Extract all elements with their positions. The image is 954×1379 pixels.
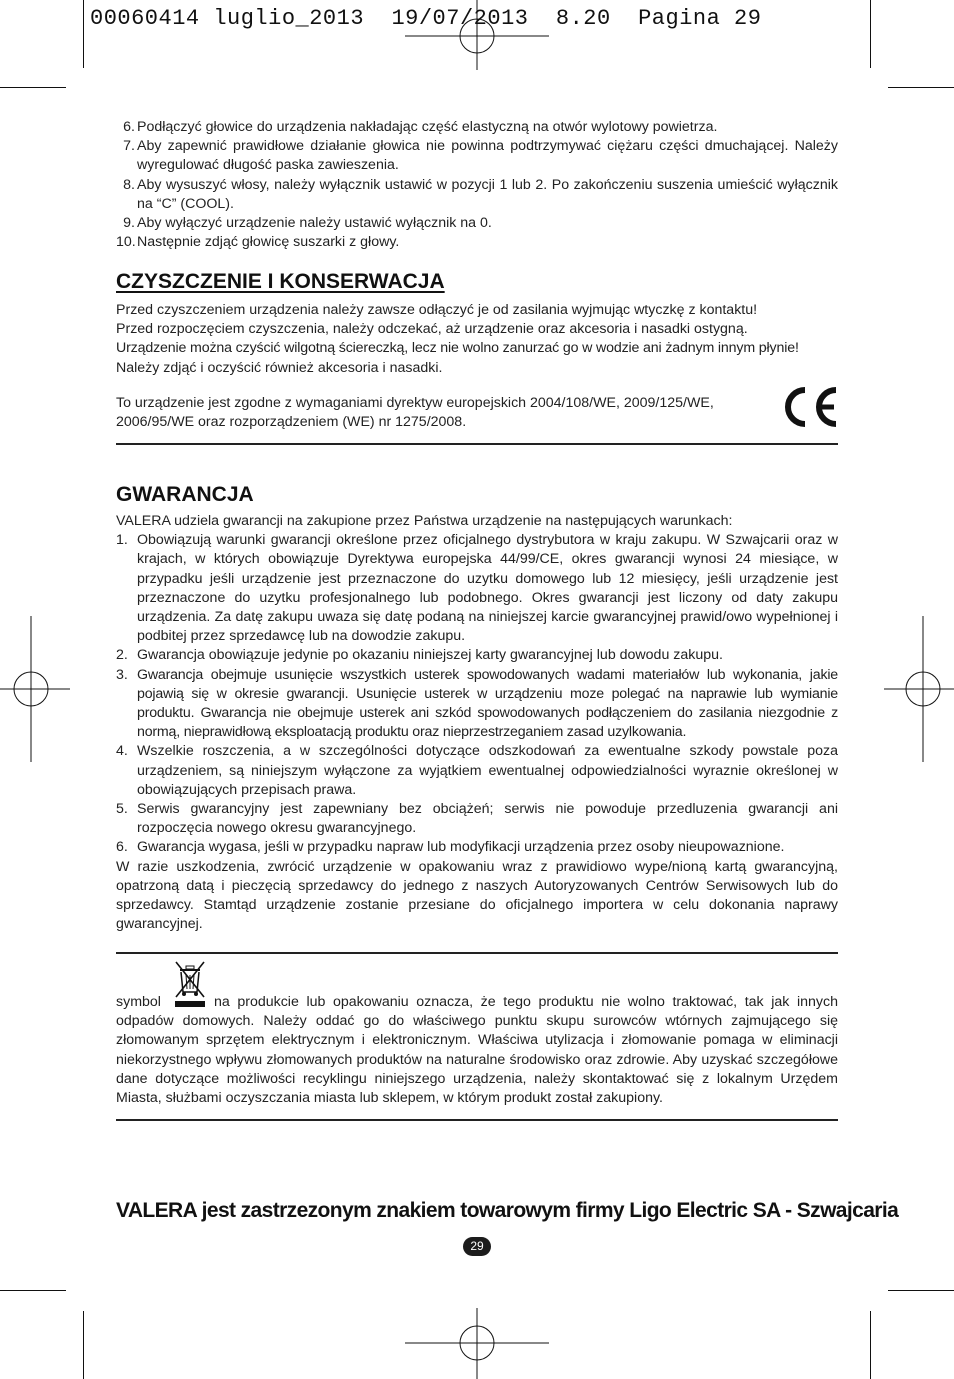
cleaning-line: Przed czyszczeniem urządzenia należy zawsze odłączyć je od zasilania wyjmując wtyczkę z kontaktu!: [116, 302, 758, 318]
section-divider: [116, 443, 838, 445]
warranty-heading: GWARANCJA: [116, 483, 254, 506]
crop-mark-top-left-h: [0, 87, 66, 88]
list-item: 3. Gwarancja obejmuje usunięcie wszystkich usterek spowodowanych wadami materiałów lub wykonania, jakie pojawią się w okresie gwarancji. Usunięcie usterek w urządzeniu moze polegać na naprawie lub wymianie produktu. Gwarancja nie obejmuje usterek ani szkód spowodowanych podłączeniem do zasilania niezgodnie z normą, nieprawidłową eksploatacją produktu oraz nieprzestrzeganiem zasad uzylkowania.: [116, 666, 838, 741]
weee-body: na produkcie lub opakowaniu oznacza, że tego produktu nie wolno traktować, tak jak innych odpadów domowych. Należy oddać go do właściwego punktu skupu surowców wtórnych zajmującego się złomowanym sprzętem elektrycznym i elektronicznym. Właściwa utylizacja i złomowanie pomaga w eliminacji niekorzystnego wpływu złomowanych produktów na naturalne środowisko oraz zdrowie. Aby uzyskać szczegółowe dane dotyczące możliwości recyklingu niniejszego urządzenia, należy skontaktować się z lokalnym Urzędem Miasta, służbami oczyszczania miasta lub sklepem, w którym produkt został zakupiony.: [116, 994, 838, 1107]
list-item: 10. Następnie zdjąć głowicę suszarki z głowy.: [116, 234, 400, 251]
print-slug: 00060414 luglio_2013 19/07/2013 8.20 Pagina 29: [90, 6, 762, 31]
list-item: 9. Aby wyłączyć urządzenie należy ustawić wyłącznik na 0.: [123, 215, 492, 232]
weee-section: [116, 993, 838, 1108]
page-number-badge: 29: [463, 1237, 491, 1256]
cleaning-section: [116, 270, 838, 378]
list-item: 5. Serwis gwarancyjny jest zapewniany bez obciążeń; serwis nie powoduje przedluzenia gwarancji ani rozpoczęcia nowego okresu gwarancyjnego.: [116, 801, 838, 837]
warranty-item-text: Serwis gwarancyjny jest zapewniany bez obciążeń; serwis nie powoduje przedluzenia gwarancji ani rozpoczęcia nowego okresu gwarancyjnego.: [137, 801, 838, 837]
list-item: 2. Gwarancja obowiązuje jedynie po okazaniu niniejszej karty gwarancyjnej lub dowodu zakupu.: [116, 647, 723, 664]
weee-text: [116, 993, 838, 1108]
usage-steps-list: [116, 118, 838, 252]
cleaning-heading: CZYSZCZENIE I KONSERWACJA: [116, 270, 445, 293]
warranty-item-text: Obowiązują warunki gwarancji określone przez oficjalnego dystrybutora w kraju zakupu. W Szwajcarii oraz w krajach, w których obowiązuje Dyrektywa europejska 44/99/CE, okres gwarancji wynosi 24 miesiące, w przypadku jeśli urządzenie jest przeznaczone do uzytku domowego lub 12 miesięcy, jeśli urządzenie jest przeznaczone do uzytku profesjonalnego lub podobnego. Okres gwarancji jest liczony od daty zakupu urządzenia. Za datę zakupu uwaza się datę podaną na niniejszej karcie gwarancyjnej prawid/owo wypełnionej i podbitej przez sprzedawcę lub na dowodzie zakupu.: [137, 532, 838, 645]
cleaning-line: Przed rozpoczęciem czyszczenia, należy odczekać, aż urządzenie oraz akcesoria i nasadki ostygną.: [116, 321, 748, 338]
section-divider: [116, 952, 838, 954]
crop-mark-bottom-left-v: [83, 1311, 84, 1379]
compliance-text: To urządzenie jest zgodne z wymaganiami dyrektyw europejskich 2004/108/WE, 2009/125/WE, 2006/95/WE oraz rozporządzeniem (WE) nr 1275/2008.: [116, 395, 714, 431]
crop-mark-top-left-v: [83, 0, 84, 68]
crop-mark-bottom-right-h: [888, 1290, 954, 1291]
registration-mark-right-icon: [884, 616, 954, 762]
warranty-intro: VALERA udziela gwarancji na zakupione przez Państwa urządzenie na następujących warunkach:: [116, 513, 733, 529]
list-item: 7. Aby zapewnić prawidłowe działanie głowica nie powinna podtrzymywać ciężaru części dmuchającej. Należy wyregulować długość paska zawieszenia.: [123, 138, 838, 174]
compliance-block: [116, 394, 838, 432]
warranty-list: [116, 531, 838, 857]
list-item: 4. Wszelkie roszczenia, a w szczególności dotyczące odszkodowań za ewentualne szkody powstale poza urządzeniem, są niniejszym wyłączone za wyjątkiem ewentualnej odpowiedzialności wyraznie określonej w obowiązujących przepisach prawa.: [116, 743, 838, 798]
step-text: Aby zapewnić prawidłowe działanie głowica nie powinna podtrzymywać ciężaru części dmuchającej. Należy wyregulować długość paska zawieszenia.: [137, 138, 838, 174]
crop-mark-bottom-right-v: [870, 1311, 871, 1379]
registration-mark-bottom-icon: [405, 1308, 549, 1379]
crop-mark-bottom-left-h: [0, 1290, 66, 1291]
warranty-item-text: Gwarancja obejmuje usunięcie wszystkich usterek spowodowanych wadami materiałów lub wykonania, jakie pojawią się w okresie gwarancji. Usunięcie usterek w urządzeniu moze polegać na naprawie lub wymianie produktu. Gwarancja nie obejmuje usterek ani szkód spowodowanych podłączeniem do zasilania niezgodnie z normą, nieprawidłową eksploatacją produktu oraz nieprzestrzeganiem zasad uzylkowania.: [137, 666, 838, 741]
section-divider: [116, 1119, 838, 1121]
list-item: 8. Aby wysuszyć włosy, należy wyłącznik ustawić w pozycji 1 lub 2. Po zakończeniu suszenia umieścić wyłącznik na “C” (COOL).: [123, 176, 838, 212]
step-text: Aby wyłączyć urządzenie należy ustawić wyłącznik na 0.: [137, 215, 492, 232]
step-text: Aby wysuszyć włosy, należy wyłącznik ustawić w pozycji 1 lub 2. Po zakończeniu suszenia umieścić wyłącznik na “C” (COOL).: [137, 176, 838, 212]
list-item: 6. Gwarancja wygasa, jeśli w przypadku napraw lub modyfikacji urządzenia przez osoby nieupowaznione.: [116, 839, 785, 856]
registration-mark-left-icon: [0, 616, 70, 762]
cleaning-line: Należy zdjąć i oczyścić również akcesoria i nasadki.: [116, 359, 443, 376]
step-text: Następnie zdjąć głowicę suszarki z głowy.: [137, 234, 400, 251]
crop-mark-top-right-h: [888, 87, 954, 88]
list-item: 1. Obowiązują warunki gwarancji określone przez oficjalnego dystrybutora w kraju zakupu. W Szwajcarii oraz w krajach, w których obowiązuje Dyrektywa europejska 44/99/CE, okres gwarancji wynosi 24 miesiące, w przypadku jeśli urządzenie jest przeznaczone do uzytku domowego lub 12 miesięcy, jeśli urządzenie jest przeznaczone do uzytku profesjonalnego lub podobnego. Okres gwarancji jest liczony od daty zakupu urządzenia. Za datę zakupu uwaza się datę podaną na niniejszej karcie gwarancyjnej prawid/owo wypełnionej i podbitej przez sprzedawcę lub na dowodzie zakupu.: [116, 532, 838, 645]
cleaning-line: Urządzenie można czyścić wilgotną ściereczką, lecz nie wolno zanurzać go w wodzie ani żadnym innym płynie!: [116, 340, 799, 357]
brand-trademark-line: VALERA jest zastrzezonym znakiem towarowym firmy Ligo Electric SA - Szwajcaria: [116, 1199, 899, 1222]
registration-mark-top-icon: [405, 0, 549, 70]
weee-lead: symbol: [116, 994, 161, 1010]
step-text: Podłączyć głowice do urządzenia nakładając część elastyczną na otwór wylotowy powietrza.: [137, 119, 718, 135]
warranty-section: [116, 483, 838, 934]
crop-mark-top-right-v: [870, 0, 871, 68]
warranty-item-text: Gwarancja obowiązuje jedynie po okazaniu niniejszej karty gwarancyjnej lub dowodu zakupu.: [137, 647, 723, 664]
warranty-item-text: Wszelkie roszczenia, a w szczególności dotyczące odszkodowań za ewentualne szkody powstale poza urządzeniem, są niniejszym wyłączone za wyjątkiem ewentualnej odpowiedzialności wyraznie określonej w obowiązujących przepisach prawa.: [137, 743, 838, 798]
warranty-closing: W razie uszkodzenia, zwrócić urządzenie w opakowaniu wraz z prawidiowo wype/nioną kartą gwarancyjną, opatrzoną datą i pieczęcią sprzedawcy do jednego z naszych Autoryzowanych Centrów Serwisowych lub do sprzedawcy. Stamtąd urządzenie zostanie przesiane do oficjalnego importera w celu dokonania naprawy gwarancyjnej.: [116, 858, 838, 933]
ce-mark-icon: [778, 386, 840, 428]
list-item: 6. Podłączyć głowice do urządzenia nakładając część elastyczną na otwór wylotowy powietrza.: [123, 119, 718, 135]
warranty-item-text: Gwarancja wygasa, jeśli w przypadku napraw lub modyfikacji urządzenia przez osoby nieupowaznione.: [137, 839, 785, 856]
